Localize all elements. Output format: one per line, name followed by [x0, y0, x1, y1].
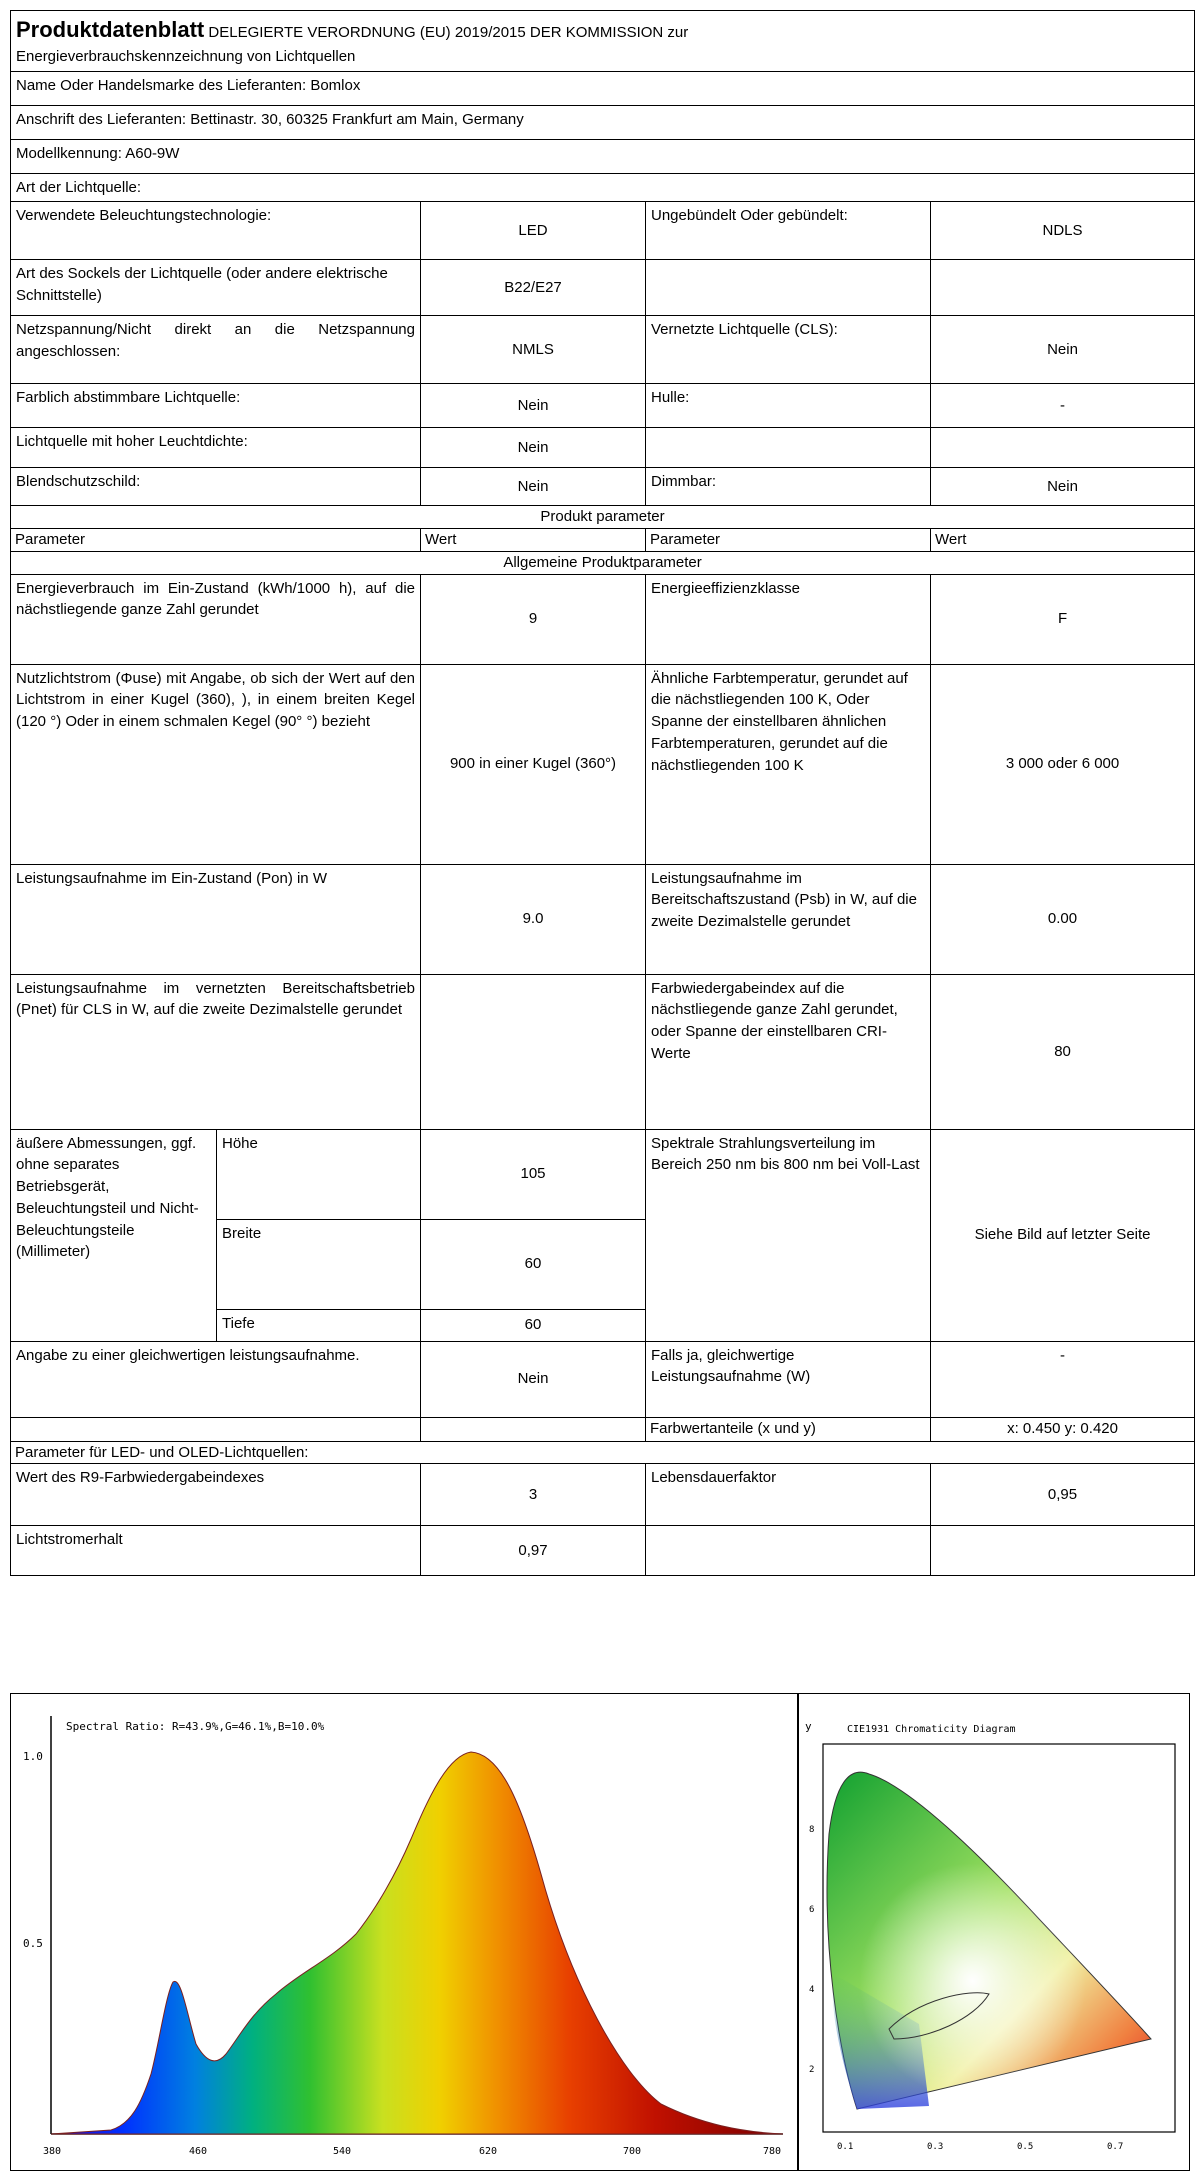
cie-title: CIE1931 Chromaticity Diagram: [847, 1724, 1016, 1735]
cie-y-axis-label: y: [805, 1720, 812, 1733]
column-header-value: Wert: [421, 529, 646, 552]
type-row-label: Lichtquelle mit hoher Leuchtdichte:: [11, 428, 421, 468]
cie-y-tick: 4: [809, 1985, 815, 1995]
lumen-maintenance-value: 0,97: [421, 1526, 646, 1576]
regulation-line-1: DELEGIERTE VERORDNUNG (EU) 2019/2015 DER KOMMISSION zur: [208, 24, 689, 41]
cie-y-tick: 8: [809, 1825, 815, 1835]
spectral-distribution-value: Siehe Bild auf letzter Seite: [931, 1129, 1195, 1341]
product-parameters-heading: Produkt parameter: [11, 506, 1195, 529]
energy-consumption-value: 9: [421, 574, 646, 664]
cie-y-tick: 2: [809, 2065, 815, 2075]
r9-index-label: Wert des R9-Farbwiedergabeindexes: [11, 1464, 421, 1526]
type-row-label-2: Hulle:: [646, 384, 931, 428]
spectrum-curve: [51, 1752, 783, 2134]
energy-consumption-label: Energieverbrauch im Ein-Zustand (kWh/1000 h), auf die nächstliegende ganze Zahl gerundet: [11, 574, 421, 664]
spectrum-x-tick: 700: [623, 2146, 642, 2157]
color-temperature-value: 3 000 oder 6 000: [931, 664, 1195, 864]
height-value: 105: [421, 1129, 646, 1219]
cie-chromaticity-diagram: [798, 1693, 1190, 2171]
chromaticity-coordinates-label: Farbwertanteile (x und y): [646, 1417, 931, 1441]
type-row-label: Verwendete Beleuchtungstechnologie:: [11, 202, 421, 260]
type-row-label-2: Vernetzte Lichtquelle (CLS):: [646, 316, 931, 384]
blank-cell: [421, 1417, 646, 1441]
type-row-label: Farblich abstimmbare Lichtquelle:: [11, 384, 421, 428]
supplier-address: Anschrift des Lieferanten: Bettinastr. 30, 60325 Frankfurt am Main, Germany: [11, 105, 1195, 139]
equivalent-power-if-yes-value: -: [931, 1341, 1195, 1417]
column-header-parameter: Parameter: [11, 529, 421, 552]
regulation-line-2: Energieverbrauchskennzeichnung von Lichtquellen: [16, 47, 356, 65]
energy-class-value: F: [931, 574, 1195, 664]
type-row-value-2: -: [931, 384, 1195, 428]
type-row-value-2: NDLS: [931, 202, 1195, 260]
luminous-flux-value: 900 in einer Kugel (360°): [421, 664, 646, 864]
spectrum-svg: [11, 1694, 796, 2169]
type-row-value: Nein: [421, 384, 646, 428]
cie-white-region: [827, 1772, 1151, 2109]
cri-label: Farbwiedergabeindex auf die nächstliegende ganze Zahl gerundet, oder Spanne der einstellbaren CRI-Werte: [646, 974, 931, 1129]
column-header-parameter-2: Parameter: [646, 529, 931, 552]
spectrum-x-tick: 620: [479, 2146, 498, 2157]
spectrum-x-tick: 380: [43, 2146, 62, 2157]
type-row-label: Blendschutzschild:: [11, 468, 421, 506]
type-row-label: Netzspannung/Nicht direkt an die Netzspannung angeschlossen:: [11, 316, 421, 384]
spectrum-x-tick: 460: [189, 2146, 208, 2157]
cri-value: 80: [931, 974, 1195, 1129]
type-row-label-2: Ungebündelt Oder gebündelt:: [646, 202, 931, 260]
spectral-distribution-chart: [10, 1693, 798, 2171]
type-row-value: Nein: [421, 428, 646, 468]
color-temperature-label: Ähnliche Farbtemperatur, gerundet auf die nächstliegenden 100 K, Oder Spanne der einstellbaren ähnlichen Farbtemperaturen, gerundet auf die nächstliegenden 100 K: [646, 664, 931, 864]
height-label: Höhe: [217, 1129, 421, 1219]
type-row-label-2: Dimmbar:: [646, 468, 931, 506]
led-parameters-heading: Parameter für LED- und OLED-Lichtquellen:: [11, 1441, 1195, 1464]
dimensions-label: äußere Abmessungen, ggf. ohne separates Betriebsgerät, Beleuchtungsteil und Nicht-Beleuchtungsteile (Millimeter): [11, 1129, 217, 1341]
type-row-value: NMLS: [421, 316, 646, 384]
cie-x-tick: 0.3: [927, 2142, 944, 2152]
equivalent-power-label: Angabe zu einer gleichwertigen leistungsaufnahme.: [11, 1341, 421, 1417]
cie-y-tick: 6: [809, 1905, 815, 1915]
general-parameters-heading: Allgemeine Produktparameter: [11, 551, 1195, 574]
type-row-value-2: [931, 428, 1195, 468]
type-row-value-2: Nein: [931, 468, 1195, 506]
energy-class-label: Energieeffizienzklasse: [646, 574, 931, 664]
spectral-distribution-label: Spektrale Strahlungsverteilung im Bereich 250 nm bis 800 nm bei Voll-Last: [646, 1129, 931, 1341]
equivalent-power-value: Nein: [421, 1341, 646, 1417]
type-row-label-2: [646, 260, 931, 316]
cie-x-tick: 0.1: [837, 2142, 854, 2152]
blank-cell: [11, 1417, 421, 1441]
survival-factor-value: 0,95: [931, 1464, 1195, 1526]
type-row-label-2: [646, 428, 931, 468]
light-source-type-heading: Art der Lichtquelle:: [11, 173, 1195, 202]
width-value: 60: [421, 1219, 646, 1309]
standby-power-value: 0.00: [931, 864, 1195, 974]
cie-x-tick: 0.5: [1017, 2142, 1034, 2152]
on-mode-power-value: 9.0: [421, 864, 646, 974]
networked-standby-label: Leistungsaufnahme im vernetzten Bereitschaftsbetrieb (Pnet) für CLS in W, auf die zweite Dezimalstelle gerundet: [11, 974, 421, 1129]
luminous-flux-label: Nutzlichtstrom (Φuse) mit Angabe, ob sich der Wert auf den Lichtstrom in einer Kugel (360), ), in einem breiten Kegel (120 °) Oder in einem schmalen Kegel (90° °) bezieht: [11, 664, 421, 864]
spectrum-y-tick: 0.5: [23, 1937, 43, 1950]
depth-value: 60: [421, 1309, 646, 1341]
blank-cell: [646, 1526, 931, 1576]
spectrum-y-tick: 1.0: [23, 1750, 43, 1763]
header-cell: [11, 11, 1195, 72]
model-identifier: Modellkennung: A60-9W: [11, 139, 1195, 173]
type-row-value: Nein: [421, 468, 646, 506]
lumen-maintenance-label: Lichtstromerhalt: [11, 1526, 421, 1576]
survival-factor-label: Lebensdauerfaktor: [646, 1464, 931, 1526]
product-data-sheet: [10, 10, 1195, 1576]
r9-index-value: 3: [421, 1464, 646, 1526]
spectrum-x-tick: 780: [763, 2146, 782, 2157]
blank-cell: [931, 1526, 1195, 1576]
networked-standby-value: [421, 974, 646, 1129]
type-row-value-2: [931, 260, 1195, 316]
document-title: Produktdatenblatt: [16, 17, 205, 42]
equivalent-power-if-yes-label: Falls ja, gleichwertige Leistungsaufnahme (W): [646, 1341, 931, 1417]
type-row-value: B22/E27: [421, 260, 646, 316]
column-header-value-2: Wert: [931, 529, 1195, 552]
supplier-name: Name Oder Handelsmarke des Lieferanten: Bomlox: [11, 71, 1195, 105]
cie-svg: [799, 1694, 1188, 2169]
type-row-value: LED: [421, 202, 646, 260]
depth-label: Tiefe: [217, 1309, 421, 1341]
spectrum-x-tick: 540: [333, 2146, 352, 2157]
cie-x-tick: 0.7: [1107, 2142, 1124, 2152]
width-label: Breite: [217, 1219, 421, 1309]
spectrum-title: Spectral Ratio: R=43.9%,G=46.1%,B=10.0%: [66, 1720, 325, 1733]
on-mode-power-label: Leistungsaufnahme im Ein-Zustand (Pon) in W: [11, 864, 421, 974]
type-row-value-2: Nein: [931, 316, 1195, 384]
type-row-label: Art des Sockels der Lichtquelle (oder andere elektrische Schnittstelle): [11, 260, 421, 316]
chromaticity-coordinates-value: x: 0.450 y: 0.420: [931, 1417, 1195, 1441]
standby-power-label: Leistungsaufnahme im Bereitschaftszustand (Psb) in W, auf die zweite Dezimalstelle gerundet: [646, 864, 931, 974]
